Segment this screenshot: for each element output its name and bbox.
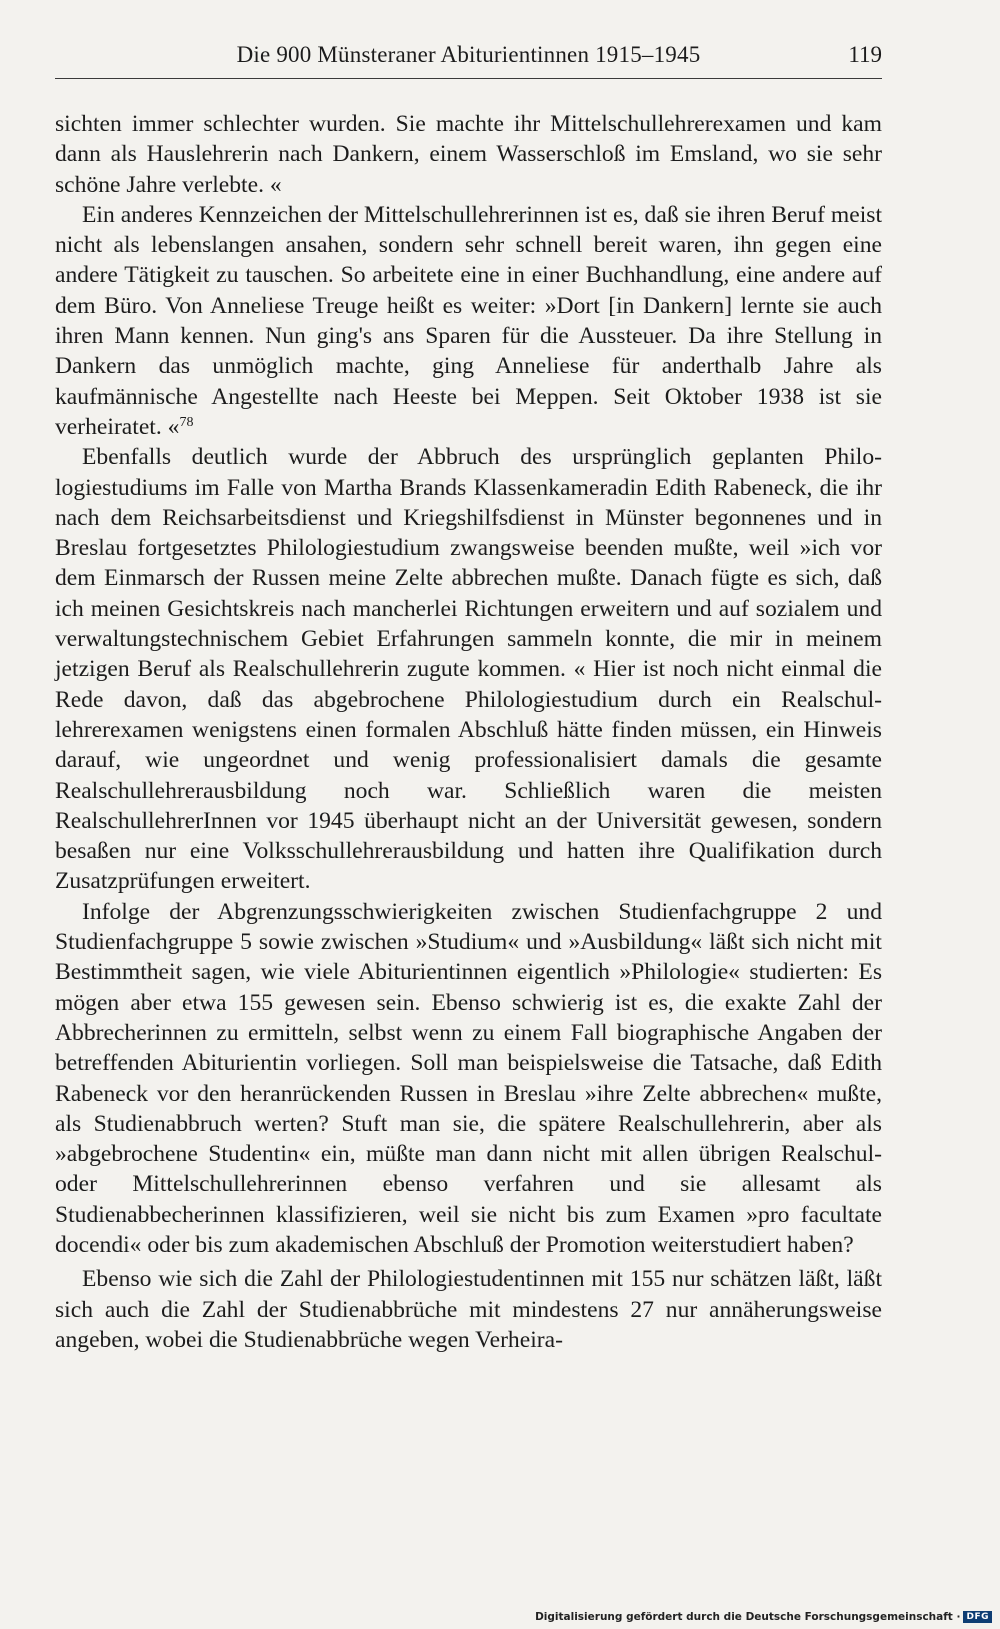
paragraph: [55, 897, 882, 1261]
paragraph-text: Ebenso wie sich die Zahl der Philologiestudentinnen mit 155 nur schätzen läßt, läßt sich auch die Zahl der Studienabbrüche mit mindestens 27 nur annäherungsweise angeben, wobei die Studienabbrüche wegen Verheira-: [55, 1266, 882, 1353]
paragraph-text: Ein anderes Kennzeichen der Mittelschullehrerinnen ist es, daß sie ihren Beruf meist nicht als lebenslangen ansahen, sondern sehr schnell bereit waren, ihn gegen eine andere Tätigkeit zu tauschen. So arbeitete eine in einer Buchhandlung, eine andere auf dem Büro. Von Anneliese Treuge heißt es weiter: »Dort [in Dankern] lernte sie auch ihren Mann kennen. Nun ging's ans Sparen für die Aussteuer. Da ihre Stellung in Dankern das unmöglich machte, ging Anneliese für anderthalb Jahre als kaufmännische Angestellte nach Heeste bei Meppen. Seit Oktober 1938 ist sie verheiratet. «: [55, 201, 882, 440]
running-header: [55, 38, 882, 79]
paragraph: [55, 442, 882, 896]
credit-text: Digitalisierung gefördert durch die Deutsche Forschungsgemeinschaft ·: [535, 1611, 961, 1623]
paragraph-text: Infolge der Abgrenzungsschwierigkeiten zwischen Studienfachgruppe 2 und Studienfachgruppe 5 sowie zwischen »Studium« und »Ausbildung« läßt sich nicht mit Bestimmtheit sagen, wie viele Abiturientinnen eigentlich »Philologie« studierten: Es mögen aber etwa 155 gewesen sein. Ebenso schwierig ist es, die exakte Zahl der Abbrecherinnen zu ermitteln, selbst wenn zu einem Fall biographische Angaben der betreffenden Abiturientin vorliegen. Soll man beispielsweise die Tatsache, daß Edith Rabeneck vor den heranrückenden Russen in Breslau »ihre Zelte abbrechen« mußte, als Studienabbruch werten? Stuft man sie, die spätere Realschullehrerin, aber als »abgebrochene Studentin« ein, müßte man dann nicht mit allen übrigen Realschul- oder Mittelschullehrerinnen ebenso verfahren und sie allesamt als Studienabbecherinnen klassifizieren, weil sie nicht bis zum Examen »pro facultate docendi« oder bis zum akademischen Abschluß der Promotion weiterstudiert haben?: [55, 898, 882, 1258]
paragraph: [55, 1264, 882, 1355]
paragraph-text: Ebenfalls deutlich wurde der Abbruch des ursprünglich geplanten Philologiestudiums im Falle von Martha Brands Klassenkameradin Edith Rabeneck, die ihr nach dem Reichsarbeitsdienst und Kriegshilfsdienst in Münster begonnenes und in Breslau fortgesetztes Philologiestudium zwangsweise beenden mußte, weil »ich vor dem Einmarsch der Russen meine Zelte abbrechen mußte. Danach fügte es sich, daß ich meinen Gesichtskreis nach mancherlei Richtungen erweitern und auf sozialem und verwaltungstechnischem Gebiet Erfahrungen sammeln konnte, die mir in meinem jetzigen Beruf als Realschullehrerin zugute kommen. « Hier ist noch nicht einmal die Rede davon, daß das abgebrochene Philologiestudium durch ein Realschullehrerexamen wenigstens einen formalen Abschluß hätte finden müssen, ein Hinweis darauf, wie ungeordnet und wenig professionalisiert damals die gesamte Realschullehrerausbildung noch war. Schließlich waren die meisten RealschullehrerInnen vor 1945 überhaupt nicht an der Universität gewesen, sondern besaßen nur eine Volksschullehrerausbildung und hatten ihre Qualifikation durch Zusatzprüfungen erweitert.: [55, 444, 882, 895]
dfg-logo: DFG: [963, 1611, 992, 1623]
paragraph-text: sichten immer schlechter wurden. Sie machte ihr Mittelschullehrerexamen und kam dann als Hauslehrerin nach Dankern, einem Wasserschloß im Emsland, wo sie sehr schöne Jahre verlebte. «: [55, 111, 882, 198]
paragraph: [55, 200, 882, 442]
page-number: 119: [848, 42, 882, 67]
footnote-marker[interactable]: 78: [179, 414, 194, 430]
digitization-credit: [535, 1611, 992, 1623]
body-text: [55, 109, 882, 1355]
running-title: Die 900 Münsteraner Abiturientinnen 1915–1945: [236, 42, 701, 67]
paragraph-continued: [55, 109, 882, 200]
